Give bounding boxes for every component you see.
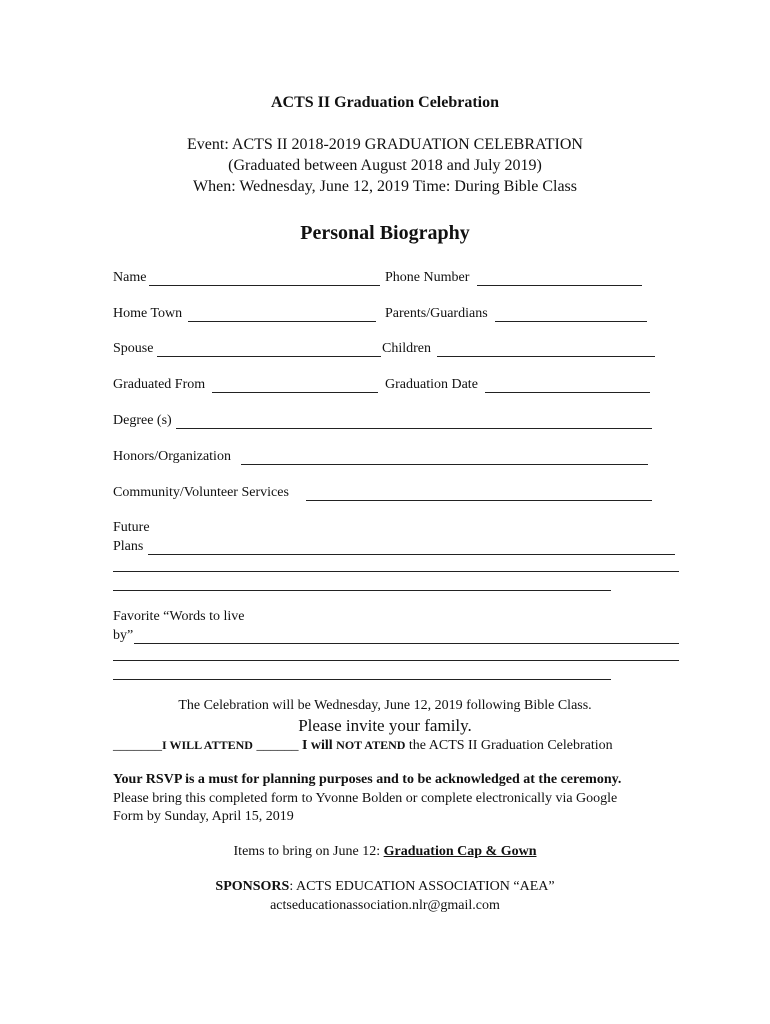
items-line [0, 844, 770, 860]
celebration-line: The Celebration will be Wednesday, June 12, 2019 following Bible Class. [178, 698, 592, 713]
section-title: Personal Biography [300, 222, 470, 244]
rsvp-deadline: Form by Sunday, April 15, 2019 [113, 809, 294, 824]
name-input[interactable] [149, 285, 380, 286]
sponsors-line [0, 879, 770, 895]
rsvp-notice: Your RSVP is a must for planning purposes and to be acknowledged at the ceremony. [113, 772, 622, 787]
graduated-from-label: Graduated From [113, 377, 206, 392]
will-attend-option: I WILL ATTEND [162, 738, 253, 752]
invite-family-line: Please invite your family. [298, 716, 472, 735]
future-plans-line3[interactable] [113, 590, 611, 591]
favorite-label-line2: by” [113, 628, 134, 643]
degree-label: Degree (s) [113, 413, 172, 428]
items-value: Graduation Cap & Gown [383, 844, 537, 859]
home-town-label: Home Town [113, 306, 183, 321]
phone-input[interactable] [477, 285, 642, 286]
future-label-line1: Future [113, 520, 150, 535]
items-prefix: Items to bring on June 12: [233, 844, 384, 859]
attendance-tail: the ACTS II Graduation Celebration [405, 738, 613, 753]
when-line: When: Wednesday, June 12, 2019 Time: During Bible Class [192, 178, 578, 195]
not-attend-option: NOT ATEND [336, 738, 406, 752]
favorite-words-input[interactable] [134, 643, 679, 644]
honors-label: Honors/Organization [113, 449, 231, 464]
graduated-from-input[interactable] [212, 392, 378, 393]
sponsors-label: SPONSORS [215, 879, 290, 894]
community-input[interactable] [306, 500, 652, 501]
name-label: Name [113, 270, 147, 285]
phone-label: Phone Number [385, 270, 470, 285]
parents-label: Parents/Guardians [385, 306, 488, 321]
attend-blank[interactable]: _______ [113, 738, 162, 753]
parents-input[interactable] [495, 321, 647, 322]
sponsors-text: : ACTS EDUCATION ASSOCIATION “AEA” [289, 879, 555, 894]
will-not-text: I will [301, 738, 337, 753]
graduation-date-label: Graduation Date [385, 377, 478, 392]
favorite-words-line2[interactable] [113, 660, 679, 661]
future-plans-line2[interactable] [113, 571, 679, 572]
degree-input[interactable] [176, 428, 652, 429]
children-input[interactable] [437, 356, 655, 357]
spouse-input[interactable] [157, 356, 381, 357]
children-label: Children [382, 341, 431, 356]
attendance-line [113, 738, 613, 754]
document-title: ACTS II Graduation Celebration [270, 94, 500, 111]
rsvp-instructions: Please bring this completed form to Yvonne Bolden or complete electronically via Google [113, 791, 618, 806]
favorite-words-line3[interactable] [113, 679, 611, 680]
sponsors-email[interactable]: actseducationassociation.nlr@gmail.com [270, 898, 500, 913]
graduation-date-input[interactable] [485, 392, 650, 393]
future-plans-input[interactable] [148, 554, 675, 555]
graduated-line: (Graduated between August 2018 and July 2019) [228, 157, 542, 174]
home-town-input[interactable] [188, 321, 376, 322]
event-line: Event: ACTS II 2018-2019 GRADUATION CELEBRATION [187, 136, 583, 153]
community-label: Community/Volunteer Services [113, 485, 289, 500]
future-label-line2: Plans [113, 539, 144, 554]
favorite-label-line1: Favorite “Words to live [113, 609, 245, 624]
not-attend-blank[interactable]: ______ [252, 738, 302, 753]
spouse-label: Spouse [113, 341, 154, 356]
honors-input[interactable] [241, 464, 648, 465]
